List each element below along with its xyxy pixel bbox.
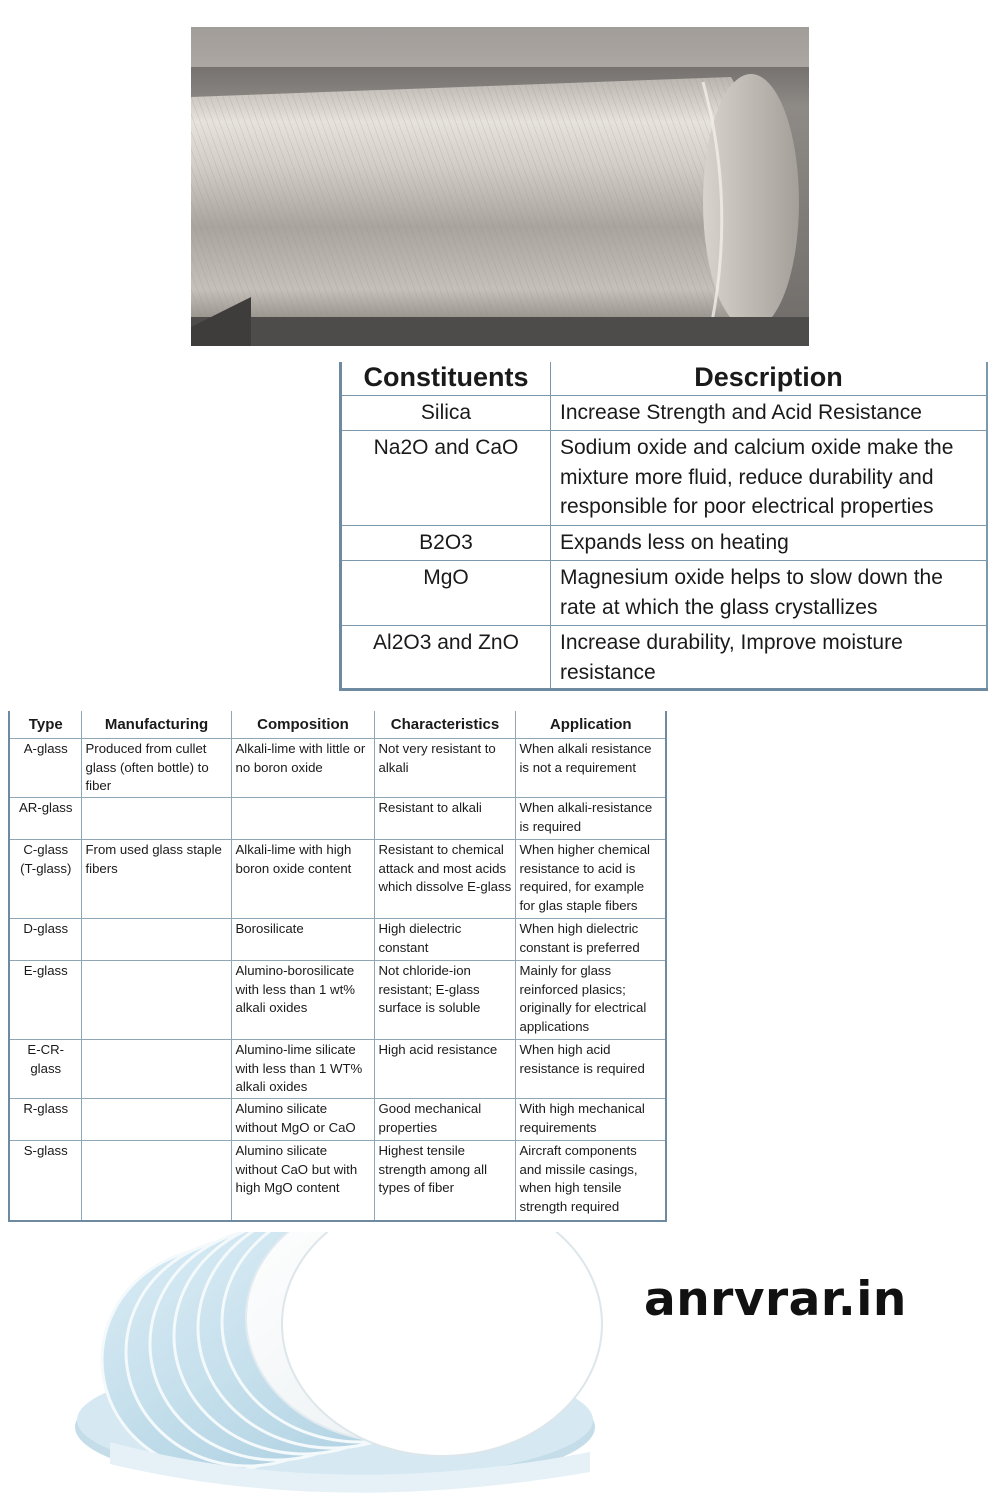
type-cell: S-glass: [9, 1141, 81, 1222]
description-cell: Magnesium oxide helps to slow down the rate at which the glass crystallizes: [551, 561, 988, 626]
composition-cell: Alkali-lime with little or no boron oxide: [231, 739, 374, 798]
composition-cell: [231, 798, 374, 840]
manufacturing-cell: [81, 919, 231, 961]
glass-types-table: [8, 711, 667, 1222]
header-application: Application: [515, 711, 666, 739]
table-row: [9, 919, 666, 961]
manufacturing-cell: From used glass staple fibers: [81, 840, 231, 919]
manufacturing-cell: [81, 1099, 231, 1141]
constituent-cell: Silica: [341, 396, 551, 431]
header-composition: Composition: [231, 711, 374, 739]
filter-discs-image: [70, 1232, 610, 1497]
header-constituents: Constituents: [341, 362, 551, 396]
type-cell: E-glass: [9, 961, 81, 1040]
application-cell: With high mechanical requirements: [515, 1099, 666, 1141]
characteristics-cell: Not chloride-ion resistant; E-glass surface is soluble: [374, 961, 515, 1040]
type-cell: D-glass: [9, 919, 81, 961]
header-manufacturing: Manufacturing: [81, 711, 231, 739]
composition-cell: Alumino-borosilicate with less than 1 wt% alkali oxides: [231, 961, 374, 1040]
table-row: [9, 961, 666, 1040]
characteristics-cell: High dielectric constant: [374, 919, 515, 961]
application-cell: When alkali-resistance is required: [515, 798, 666, 840]
application-cell: When high dielectric constant is preferred: [515, 919, 666, 961]
header-type: Type: [9, 711, 81, 739]
constituent-cell: Na2O and CaO: [341, 431, 551, 526]
characteristics-cell: Highest tensile strength among all types of fiber: [374, 1141, 515, 1222]
characteristics-cell: Resistant to alkali: [374, 798, 515, 840]
table-row: [9, 1141, 666, 1222]
type-cell: A-glass: [9, 739, 81, 798]
characteristics-cell: Resistant to chemical attack and most acids which dissolve E-glass: [374, 840, 515, 919]
composition-cell: Alumino silicate without CaO but with high MgO content: [231, 1141, 374, 1222]
description-cell: Increase Strength and Acid Resistance: [551, 396, 988, 431]
characteristics-cell: Good mechanical properties: [374, 1099, 515, 1141]
type-cell: C-glass (T-glass): [9, 840, 81, 919]
manufacturing-cell: [81, 798, 231, 840]
table-row: [9, 1040, 666, 1099]
constituent-cell: B2O3: [341, 526, 551, 561]
manufacturing-cell: [81, 1040, 231, 1099]
characteristics-cell: Not very resistant to alkali: [374, 739, 515, 798]
type-cell: R-glass: [9, 1099, 81, 1141]
constituents-table: [339, 362, 988, 691]
composition-cell: Alkali-lime with high boron oxide content: [231, 840, 374, 919]
table-row: [9, 1099, 666, 1141]
application-cell: Aircraft components and missile casings, when high tensile strength required: [515, 1141, 666, 1222]
application-cell: Mainly for glass reinforced plasics; originally for electrical applications: [515, 961, 666, 1040]
type-cell: AR-glass: [9, 798, 81, 840]
table-row: [9, 739, 666, 798]
description-cell: Expands less on heating: [551, 526, 988, 561]
constituent-cell: Al2O3 and ZnO: [341, 626, 551, 690]
application-cell: When higher chemical resistance to acid is required, for example for glas staple fibers: [515, 840, 666, 919]
fiberglass-roll-image: [191, 27, 809, 346]
manufacturing-cell: Produced from cullet glass (often bottle) to fiber: [81, 739, 231, 798]
composition-cell: Alumino-lime silicate with less than 1 WT% alkali oxides: [231, 1040, 374, 1099]
table-row: [9, 840, 666, 919]
type-cell: E-CR-glass: [9, 1040, 81, 1099]
characteristics-cell: High acid resistance: [374, 1040, 515, 1099]
description-cell: Sodium oxide and calcium oxide make the mixture more fluid, reduce durability and responsible for poor electrical properties: [551, 431, 988, 526]
composition-cell: Alumino silicate without MgO or CaO: [231, 1099, 374, 1141]
constituent-cell: MgO: [341, 561, 551, 626]
description-cell: Increase durability, Improve moisture resistance: [551, 626, 988, 690]
table-row: [9, 798, 666, 840]
header-characteristics: Characteristics: [374, 711, 515, 739]
manufacturing-cell: [81, 961, 231, 1040]
application-cell: When alkali resistance is not a requirement: [515, 739, 666, 798]
composition-cell: Borosilicate: [231, 919, 374, 961]
brand-text: anrvrar.in: [644, 1272, 907, 1327]
application-cell: When high acid resistance is required: [515, 1040, 666, 1099]
header-description: Description: [551, 362, 988, 396]
manufacturing-cell: [81, 1141, 231, 1222]
